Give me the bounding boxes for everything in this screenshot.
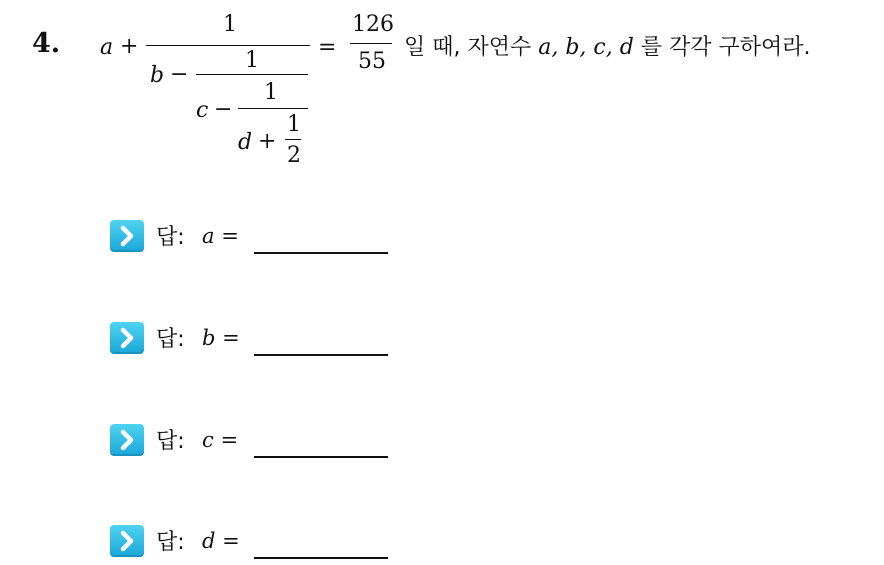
third-numerator: 1 — [264, 80, 278, 105]
var-d: d — [238, 130, 253, 155]
plus-sign-2: + — [258, 129, 277, 154]
answer-variable — [202, 529, 240, 553]
question-text-before: 일 때, 자연수 — [404, 35, 539, 60]
answer-blank-b[interactable] — [254, 354, 388, 356]
answer-blank-d[interactable] — [254, 557, 388, 559]
result-fraction-bar — [350, 43, 392, 44]
answer-variable — [202, 428, 238, 452]
chevron-right-icon — [110, 424, 144, 456]
minus-sign-2: − — [214, 97, 233, 122]
answer-row-c — [110, 420, 410, 460]
result-denominator: 55 — [358, 49, 386, 74]
answer-var-name: b — [202, 326, 216, 350]
half-fraction-bar — [285, 139, 301, 140]
answer-equals: = — [220, 428, 239, 452]
minus-sign: − — [170, 62, 189, 87]
question-number: 4. — [32, 28, 61, 59]
answer-variable — [202, 326, 240, 350]
second-fraction-bar — [196, 74, 308, 75]
answer-var-name: d — [202, 529, 216, 553]
answer-equals: = — [221, 224, 239, 248]
third-fraction-bar — [238, 108, 308, 109]
var-a: a — [100, 35, 114, 60]
outer-numerator: 1 — [223, 12, 237, 37]
question-text-after: 를 각각 구하여라. — [633, 35, 811, 60]
answer-label: 답: — [156, 429, 185, 454]
continued-fraction-expression — [100, 8, 430, 178]
answer-row-d — [110, 521, 410, 561]
plus-sign: + — [120, 34, 139, 59]
answer-row-a — [110, 216, 410, 256]
second-numerator: 1 — [245, 48, 259, 73]
answer-variable — [202, 224, 239, 248]
half-denominator: 2 — [287, 143, 301, 168]
answer-equals: = — [222, 529, 240, 553]
question-vars: a, b, c, d — [538, 35, 634, 60]
answer-var-name: c — [202, 428, 214, 452]
answer-blank-a[interactable] — [254, 252, 388, 254]
question-text — [404, 30, 811, 61]
var-b: b — [150, 63, 165, 88]
equals-sign: = — [318, 35, 337, 60]
answer-blank-c[interactable] — [254, 456, 388, 458]
outer-fraction-bar — [146, 45, 310, 46]
chevron-right-icon — [110, 525, 144, 557]
answer-row-b — [110, 318, 410, 358]
answer-label: 답: — [156, 530, 185, 555]
answer-label: 답: — [156, 225, 185, 250]
result-numerator: 126 — [352, 12, 394, 37]
chevron-right-icon — [110, 220, 144, 252]
var-c: c — [196, 98, 209, 123]
answer-label: 답: — [156, 327, 185, 352]
chevron-right-icon — [110, 322, 144, 354]
answer-var-name: a — [202, 224, 215, 248]
answer-equals: = — [222, 326, 240, 350]
half-numerator: 1 — [287, 112, 301, 137]
